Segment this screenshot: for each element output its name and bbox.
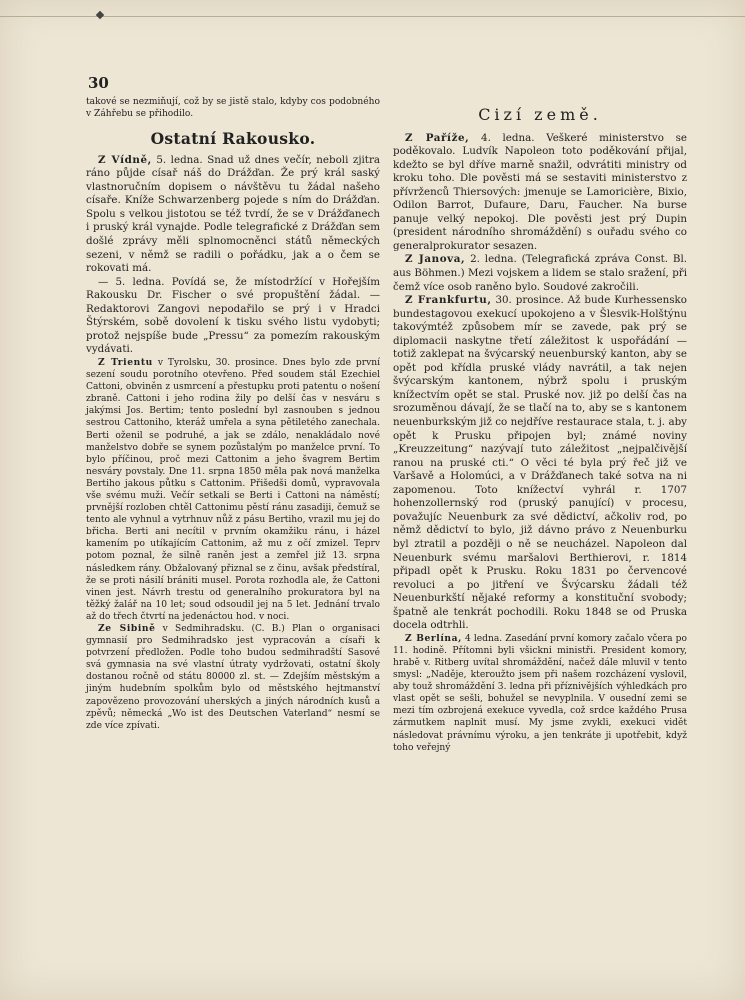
top-rule [0,16,745,17]
article-vienna-text: 5. ledna. Snad už dnes večír, neboli zjitra ráno půjde císař náš do Drážďan. Že prý král saský vlastnoručním dopisem o návštěvu tu žádal našeho císaře. Kníže Schwarzenberg pojede s ním do Drážďan. Spolu s velkou jistotou se též tvrdí, že se v Drážďanech i pruský král vynajde. Podle telegrafické z Drážďan sem došlé zprávy měli splnomocněnci států německých sezeni, v němž se radili o pořádku, jak a o čem se rokovati má. [86,153,381,275]
article-sibine-text: v Sedmihradsku. (C. B.) Plan o organisaci gymnasií pro Sedmihradsko jest vypracován a císaři k potvrzení předložen. Podle toho budou sedmihradští Sasové svá gymnasia na své vlastní útraty vydržovati, ostatní školy dostanou ročně od státu 80000 zl. st. — Zdejším městským a jiným hudebním spolkům bylo od městského hejtmanství zapovězeno provozování uherských a jiných národních kusů a zpěvů; německá „Wo ist des Deutschen Vaterland“ nesmí se zde více zpívati. [86,624,380,731]
dateline-frankfurt: Z Frankfurtu, [405,294,492,307]
article-paris [393,132,687,254]
dateline-sibine: Ze Sibině [98,623,156,634]
article-frankfurt-text: 30. prosince. Až bude Kurhessensko bundestagovou exekucí upokojeno a v Šlesvik-Holštýnu takovýmtéž způsobem mír se zavede, pak prý se diplomacii naskytne třetí záležitost k uspořádání — totiž zaklepat na švýcarský neuenburský kanton, aby se opět pod křídla pruské vlády navrátil, a tak nejen švýcarským kantonem, nýbrž spolu i pruským knížectvím opět se stal. Pruské nov. již po delší čas na srozuměnou dávají, že se tlačí na to, aby se s kantonem neuenburkským již co nejdříve restaurace stala, t. j. aby opět k Prusku připojen byl; známé noviny „Kreuzzeitung“ nazývají tuto záležitost „nejpalčivější ranou na pruské cti.“ O věci té byla prý řeč již ve Varšavě a Holomúci, a v Drážďanech také sotva na ni zapomenou. Toto knížectví vyhrál r. 1707 hohenzollernský rod (pruský panující) v procesu, považujíc Neuenburk za své dědictví, ačkoliv rod, po němž dědictví to bylo, již dávno právo z Neuenburku byl ztratil a později o ně se neucházel. Napoleon dal Neuenburk svému maršalovi Berthierovi, r. 1814 připadl opět k Prusku. Roku 1831 po červencové revoluci a po jitření ve Švýcarsku žádali též Neuenburkští nějaké reformy a konstituční svobody; špatně ale tenkrát pochodili. Roku 1848 se od Pruska docela odtrhli. [393,294,687,632]
article-trient [86,357,380,623]
dateline-vienna: Z Vídně, [98,153,152,166]
article-sibine [86,623,380,732]
ink-mark [96,11,104,19]
dateline-paris: Z Paříže, [405,131,470,144]
intro-text: takové se nezmiňují, což by se jistě stalo, kdyby cos podobného v Záhřebu se přihodilo. [86,97,380,120]
left-column [86,96,380,732]
dateline-trient: Z Trientu [98,356,153,368]
section-heading-austria: Ostatní Rakousko. [150,129,316,149]
article-frankfurt [393,294,687,633]
dateline-genoa: Z Janova, [405,253,466,266]
article-genoa-text: 2. ledna. (Telegrafická zpráva Const. Bl. aus Böhmen.) Mezi vojskem a lidem se stalo sražení, při čemž více osob raněno bylo. Soudové zakročili. [393,253,688,293]
article-trient-text: v Tyrolsku, 30. prosince. Dnes bylo zde první sezení soudu porotního otevřeno. Před soudem stál Ezechiel Cattoni, obviněn z usmrcení a přestupku proti patentu o nošení zbraně. Cattoni i jeho rodina žily po delší čas v nesváru s jakýmsi Jos. Bertim; tento poslední byl zasnouben s jednou sestrou Cattoniho, kteráž umřela a syna pětiletého zanechala. Berti oženil se podruhé, a jak se zdálo, nenakládalo nové manželstvo dobře se synem pozůstalým po manželce první. To bylo příčinou, proč mezi Cattonim a jeho švagrem Bertim nesváry povstaly. Dne 11. srpna 1850 měla pak nová manželka Bertiho jakous půtku s Cattonim. Přišedši domů, vypravovala vše svému muži. Večír setkali se Berti i Cattoni na náměstí; prvnější rozloben chtěl Cattonimu pěstí ránu zasadiji, čemuž se tento ale vyhnul a vytrhnuv nůž z pásu Bertiho, vrazil mu jej do břicha. Berti ani necítil v prvním okamžiku ránu, i házel kamením po utíkajícím Cattonim, až mu z očí zmizel. Teprv potom poznal, že silně raněn jest a zemřel již 13. srpna následkem rány. Obžalovaný přiznal se z činu, avšak předstíral, že se proti násilí brániti musel. Porota rozhodla ale, že Cattoni vinen jest. Návrh trestu od generalního prokuratora byl na těžký žalář na 10 let; soud odsoudil jej na 5 let. Jednání trvalo až do třech čtvrtí na jedenáctou hod. v noci. [86,357,380,622]
page-number: 30 [88,74,109,92]
dateline-berlin: Z Berlína, [405,632,462,644]
article-berlin-text: 4 ledna. Zasedání první komory začalo včera po 11. hodině. Přítomni byli všickni ministři. President komory, hrabě v. Ritberg uvítal shromáždění, načež dále mluvil v tento smysl: „Naděje, kteroužto jsem při našem rozcházení vyslovil, aby touž shromáždění 3. ledna při příznivějších výhledkách pro vlast opět se sešli, bohužel se nevyplnila. V ousední zemi se mezi tím ozbrojená exekuce vyvedla, což srdce každého Prusa zármutkem naplnit musí. My jsme zvykli, exekuci vidět následovat právnímu výroku, a jen tenkráte ji upotřebit, když toho veřejný [393,633,687,753]
section-heading-foreign: Cizí země. [478,105,602,124]
article-berlin [393,633,687,754]
article-paris-text: 4. ledna. Veškeré ministerstvo se poděkovalo. Ludvík Napoleon toto poděkování přijal, kdežto se byl dříve marně snažil, odvrátiti ministry od kroku toho. Dle pověsti má se sestaviti ministerstvo z přívrženců Thiersových: jmenuje se Lamoricière, Bixio, Odilon Barrot, Dufaure, Daru, Faucher. Na burse panuje velký nepokoj. Dle pověsti jest prý Dupin (president národního shromáždění) s ouřadu svého co generalprokurator sesazen. [393,131,687,252]
article-vienna-2: — 5. ledna. Povídá se, že místodržící v Hořejším Rakousku Dr. Fischer o své propuštění žádal. — Redaktorovi Zangovi nepodařilo se prý i v Hradci Štýrském, sobě dovolení k tisku svého listu vydobyti; protož nejspíše bude „Pressu“ za pomezím rakouským vydávati. [86,275,380,356]
right-column [393,96,687,754]
article-vienna [86,154,380,276]
article-genoa [393,253,687,294]
